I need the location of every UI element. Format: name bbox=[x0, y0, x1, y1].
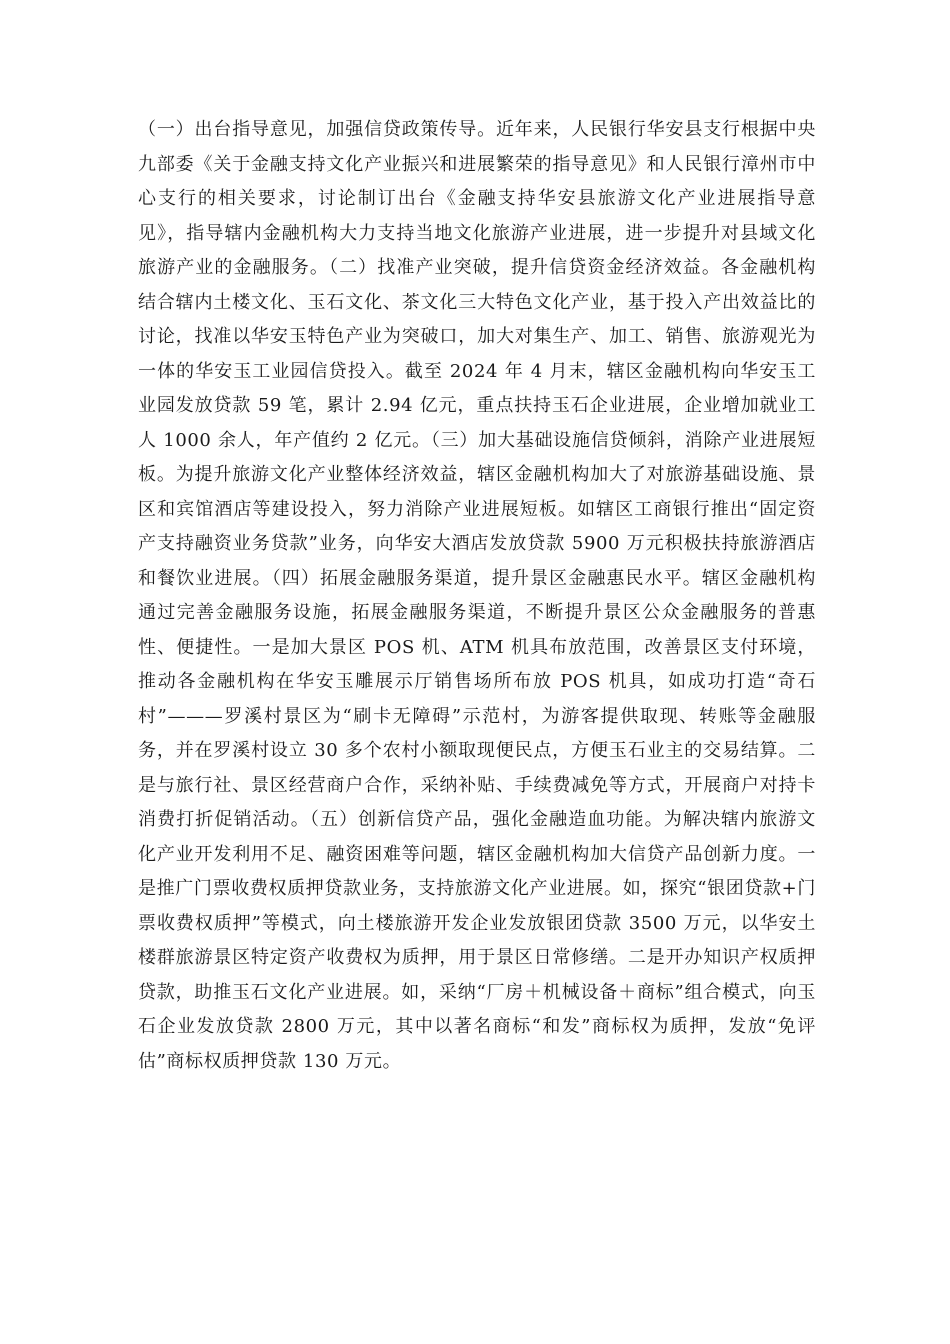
section-body-5: 为解决辖内旅游文化产业开发利用不足、融资困难等问题，辖区金融机构加大信贷产品创新力度。一是推广门票收费权质押贷款业务，支持旅游文化产业进展。如，探究“银团贷款+门票收费权质押”等模式，向土楼旅游开发企业发放银团贷款 3500 万元，以华安土楼群旅游景区特定资产收费权为质押，用于景区日常修缮。二是开办知识产权质押贷款，助推玉石文化产业进展。如，采纳“厂房＋机械设备＋商标”组合模式，向玉石企业发放贷款 2800 万元，其中以著名商标“和发”商标权为质押，发放“免评估”商标权质押贷款 130 万元。 bbox=[138, 809, 816, 1072]
section-heading-4: （四）拓展金融服务渠道，提升景区金融惠民水平。 bbox=[271, 567, 702, 589]
section-heading-2: （二）找准产业突破，提升信贷资金经济效益。 bbox=[328, 257, 722, 278]
section-heading-1: （一）出台指导意见，加强信贷政策传导。 bbox=[138, 119, 496, 140]
section-body-1: 近年来，人民银行华安县支行根据中央九部委《关于金融支持文化产业振兴和进展繁荣的指导意见》和人民银行漳州市中心支行的相关要求，讨论制订出台《金融支持华安县旅游文化产业进展指导意见》，指导辖内金融机构大力支持当地文化旅游产业进展，进一步提升对县域文化旅游产业的金融服务。 bbox=[138, 119, 816, 278]
section-heading-3: （三）加大基础设施信贷倾斜，消除产业进展短板。 bbox=[138, 429, 816, 485]
section-heading-5: （五）创新信贷产品，强化金融造血功能。 bbox=[309, 809, 664, 830]
section-body-2: 各金融机构结合辖内土楼文化、玉石文化、茶文化三大特色文化产业，基于投入产出效益比的讨论，找准以华安玉特色产业为突破口，加大对集生产、加工、销售、旅游观光为一体的华安玉工业园信贷投入。截至 2024 年 4 月末，辖区金融机构向华安玉工业园发放贷款 59 笔，累计 2.94 亿元，重点扶持玉石企业进展，企业增加就业工人 1000 余人，年产值约 2 亿元。 bbox=[138, 257, 817, 451]
section-body-3: 为提升旅游文化产业整体经济效益，辖区金融机构加大了对旅游基础设施、景区和宾馆酒店等建设投入，努力消除产业进展短板。如辖区工商银行推出“固定资产支持融资业务贷款”业务，向华安大酒店发放贷款 5900 万元积极扶持旅游酒店和餐饮业进展。 bbox=[138, 464, 816, 589]
section-body-4: 辖区金融机构通过完善金融服务设施，拓展金融服务渠道，不断提升景区公众金融服务的普惠性、便捷性。一是加大景区 POS 机、ATM 机具布放范围，改善景区支付环境，推动各金融机构在华安玉雕展示厅销售场所布放 POS 机具，如成功打造“奇石村”———罗溪村景区为“刷卡无障碍”示范村，为游客提供取现、转账等金融服务，并在罗溪村设立 30 多个农村小额取现便民点，方便玉石业主的交易结算。二是与旅行社、景区经营商户合作，采纳补贴、手续费减免等方式，开展商户对持卡消费打折促销活动。 bbox=[138, 567, 816, 830]
body-paragraph bbox=[138, 113, 816, 1079]
